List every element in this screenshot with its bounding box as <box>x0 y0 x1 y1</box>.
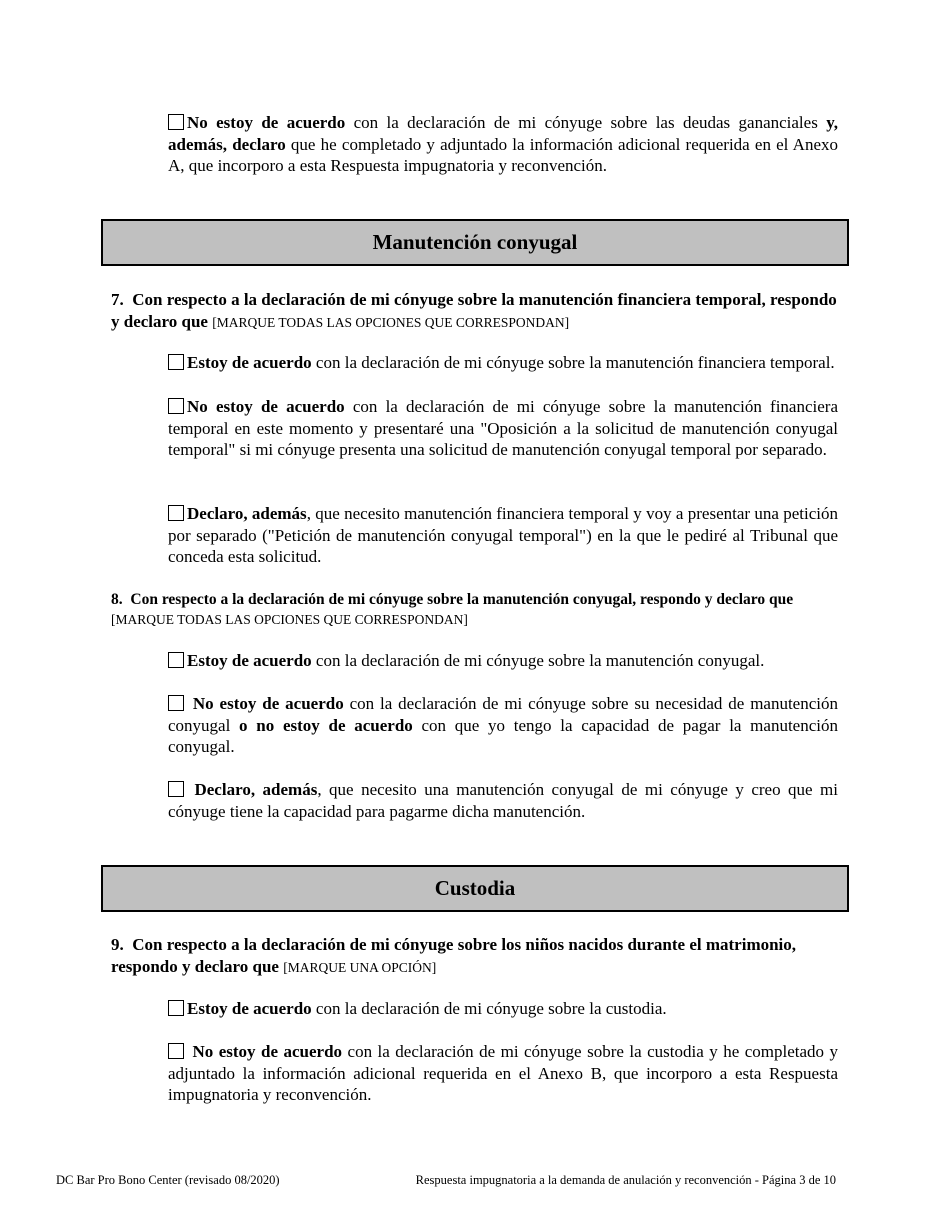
q8-disagree-checkbox[interactable] <box>168 695 184 711</box>
question-number: 7. <box>111 290 124 309</box>
q7-option-agree <box>168 352 928 374</box>
option-text: , que necesito una manutención conyugal de mi cónyuge y creo que mi cónyuge tiene la capacidad para pagarme dicha manutención. <box>168 780 839 821</box>
option-bold: No estoy de acuerdo <box>187 113 346 132</box>
debts-disagree-option <box>168 112 838 177</box>
option-bold: No estoy de acuerdo <box>192 1042 343 1061</box>
option-text: con que yo tengo la capacidad de pagar la manutención conyugal. <box>168 715 838 756</box>
question-note: [MARQUE TODAS LAS OPCIONES QUE CORRESPONDAN] <box>111 612 468 627</box>
q7-agree-checkbox[interactable] <box>168 354 184 370</box>
q7-declare-checkbox[interactable] <box>168 505 184 521</box>
q9-option-disagree <box>168 1041 838 1106</box>
option-bold: Declaro, además <box>194 780 318 799</box>
q8-declare-checkbox[interactable] <box>168 781 184 797</box>
q9-agree-checkbox[interactable] <box>168 1000 184 1016</box>
section-title: Manutención conyugal <box>372 229 578 254</box>
q9-disagree-checkbox[interactable] <box>168 1043 184 1059</box>
option-text: con la declaración de mi cónyuge sobre la manutención financiera temporal en este momento y presentaré una "Oposición a la solicitud de manutención conyugal temporal" si mi cónyuge presenta una solicitud de manutención conyugal temporal por separado. <box>168 397 838 459</box>
option-text: con la declaración de mi cónyuge sobre la manutención financiera temporal. <box>311 353 835 372</box>
question-number: 9. <box>111 935 124 954</box>
option-bold: o no estoy de acuerdo <box>239 715 413 735</box>
option-text: que he completado y adjuntado la información adicional requerida en el Anexo A, que incorporo a esta Respuesta impugnatoria y reconvención. <box>168 134 838 175</box>
question-number: 8. <box>111 591 123 608</box>
section-title: Custodia <box>434 875 516 900</box>
question-text: Con respecto a la declaración de mi cónyuge sobre la manutención financiera temporal, respondo y declaro que <box>111 290 837 331</box>
q8-option-disagree <box>168 693 838 758</box>
question-9-heading <box>111 934 841 978</box>
option-text: con la declaración de mi cónyuge sobre la custodia. <box>311 999 667 1018</box>
q8-option-declare <box>168 779 838 822</box>
footer-right: Respuesta impugnatoria a la demanda de anulación y reconvención - Página 3 de 10 <box>415 1173 836 1187</box>
option-bold: Declaro, además <box>187 504 307 523</box>
option-bold: No estoy de acuerdo <box>187 397 345 416</box>
section-banner-custodia <box>101 865 849 912</box>
option-bold: Estoy de acuerdo <box>187 999 312 1018</box>
question-note: [MARQUE UNA OPCIÓN] <box>283 959 437 975</box>
q7-option-declare <box>168 503 838 568</box>
option-bold: No estoy de acuerdo <box>192 694 344 713</box>
q7-option-disagree <box>168 396 838 461</box>
option-bold: y, además, declaro <box>168 113 838 154</box>
section-banner-manutencion <box>101 219 849 266</box>
q8-agree-checkbox[interactable] <box>168 652 184 668</box>
question-7-heading <box>111 289 841 333</box>
question-note: [MARQUE TODAS LAS OPCIONES QUE CORRESPONDAN] <box>212 314 570 330</box>
question-text: Con respecto a la declaración de mi cónyuge sobre la manutención conyugal, respondo y declaro que <box>130 591 794 608</box>
question-text: Con respecto a la declaración de mi cónyuge sobre los niños nacidos durante el matrimonio, respondo y declaro que <box>111 935 797 976</box>
question-8-heading <box>111 590 841 630</box>
option-text: con la declaración de mi cónyuge sobre la manutención conyugal. <box>311 651 765 670</box>
q7-disagree-checkbox[interactable] <box>168 398 184 414</box>
q9-option-agree <box>168 998 848 1020</box>
q8-option-agree <box>168 650 848 672</box>
option-text: con la declaración de mi cónyuge sobre su necesidad de manutención conyugal <box>168 694 838 735</box>
option-text: con la declaración de mi cónyuge sobre la custodia y he completado y adjuntado la información adicional requerida en el Anexo B, que incorporo a esta Respuesta impugnatoria y reconvención. <box>168 1042 839 1104</box>
debts-disagree-checkbox[interactable] <box>168 114 184 130</box>
option-text: , que necesito manutención financiera temporal y voy a presentar una petición por separado ("Petición de manutención conyugal temporal") en la que le pediré al Tribunal que conceda esta solicitud. <box>168 504 839 566</box>
footer-left: DC Bar Pro Bono Center (revisado 08/2020) <box>56 1173 280 1187</box>
option-text: con la declaración de mi cónyuge sobre las deudas gananciales <box>345 113 827 132</box>
option-bold: Estoy de acuerdo <box>187 353 312 372</box>
option-bold: Estoy de acuerdo <box>187 651 312 670</box>
